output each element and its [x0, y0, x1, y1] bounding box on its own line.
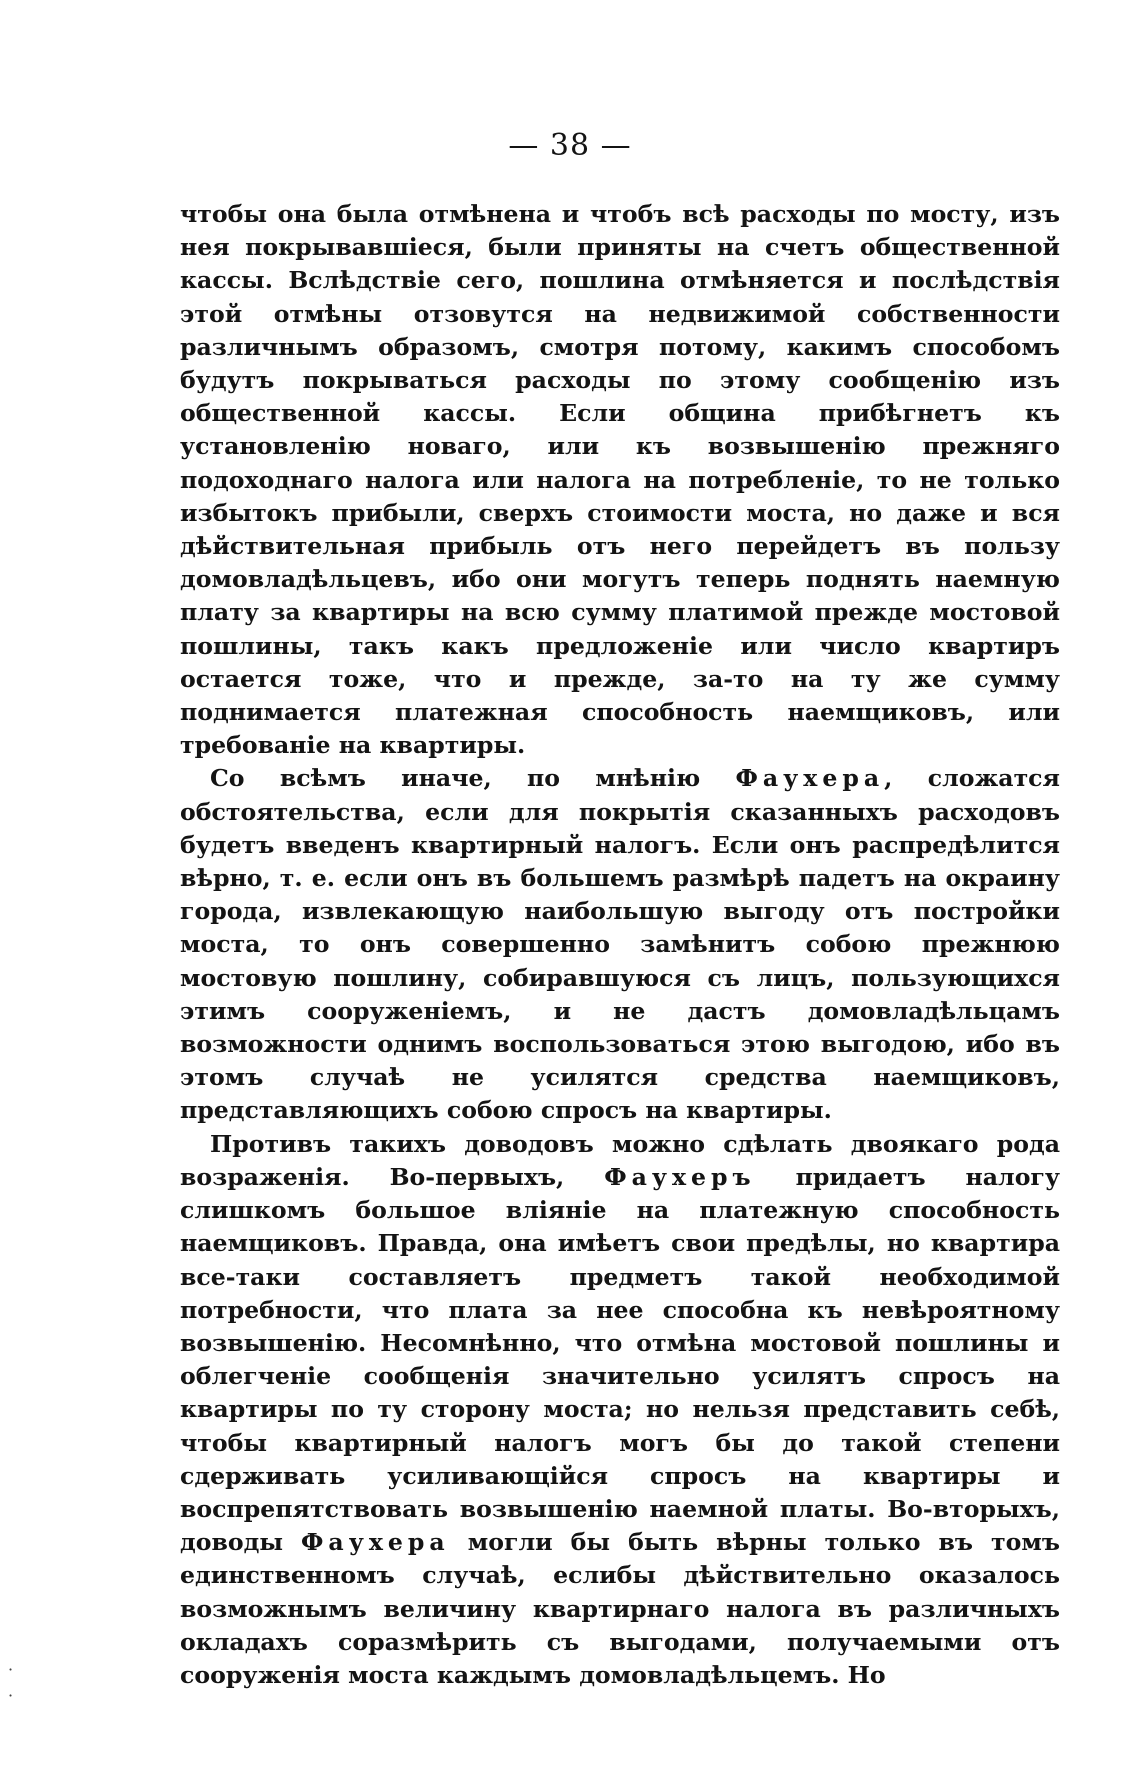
scan-speck: · — [8, 1686, 14, 1705]
paragraph-2 — [180, 762, 1060, 1127]
author-name-spaced: Фаухеръ — [604, 1162, 756, 1191]
paragraph-3-text-c: могли бы быть вѣрны только въ томъ единственномъ случаѣ, еслибы дѣйствительно оказалось возможнымъ величину квартирнаго налога въ различныхъ окладахъ соразмѣрить съ выгодами, получаемыми отъ сооруженія моста каждымъ домовладѣльцемъ. Но — [180, 1528, 1061, 1689]
paragraph-2-text-b: , сложатся обстоятельства, если для покрытія сказанныхъ расходовъ будетъ введенъ квартирный налогъ. Если онъ распредѣлится вѣрно, т. е. если онъ въ большемъ размѣрѣ падетъ на окраину города, извлекающую наибольшую выгоду отъ постройки моста, то онъ совершенно замѣнитъ собою прежнюю мостовую пошлину, собиравшуюся съ лицъ, пользующихся этимъ сооруженіемъ, и не дастъ домовладѣльцамъ возможности однимъ воспользоваться этою выгодою, ибо въ этомъ случаѣ не усилятся средства наемщиковъ, представляющихъ собою спросъ на квартиры. — [180, 764, 1060, 1125]
paragraph-1 — [180, 198, 1060, 762]
page-number: — 38 — — [508, 128, 632, 163]
paragraph-2-text-a: Со всѣмъ иначе, по мнѣнію — [210, 764, 736, 793]
body-text — [180, 198, 1060, 1692]
paragraph-1-text: чтобы она была отмѣнена и чтобъ всѣ расходы по мосту, изъ нея покрывавшіеся, были приняты на счетъ общественной кассы. Вслѣдствіе сего, пошлина отмѣняется и послѣдствія этой отмѣны отзовутся на недвижимой собственности различнымъ образомъ, смотря потому, какимъ способомъ будутъ покрываться расходы по этому сообщенію изъ общественной кассы. Если община прибѣгнетъ къ установленію новаго, или къ возвышенію прежняго подоходнаго налога или налога на потребленіе, то не только избытокъ прибыли, сверхъ стоимости моста, но даже и вся дѣйствительная прибыль отъ него перейдетъ въ пользу домовладѣльцевъ, ибо они могутъ теперь поднять наемную плату за квартиры на всю сумму платимой прежде мостовой пошлины, такъ какъ предложеніе или число квартиръ остается тоже, что и прежде, за-то на ту же сумму поднимается платежная способность наемщиковъ, или требованіе на квартиры. — [180, 200, 1060, 760]
paragraph-3 — [180, 1128, 1060, 1692]
author-name-spaced: Фаухера — [735, 764, 885, 793]
paragraph-3-text-a: Противъ такихъ доводовъ можно сдѣлать двоякаго рода возраженія. Во-первыхъ, — [180, 1129, 1060, 1191]
scan-speck: · — [8, 1660, 14, 1679]
paragraph-3-text-b: придаетъ налогу слишкомъ большое вліяніе на платежную способность наемщиковъ. Правда, она имѣетъ свои предѣлы, но квартира все-таки составляетъ предметъ такой необходимой потребности, что плата за нее способна къ невѣроятному возвышенію. Несомнѣнно, что отмѣна мостовой пошлины и облегченіе сообщенія значительно усилятъ спросъ на квартиры по ту сторону моста; но нельзя представить себѣ, чтобы квартирный налогъ могъ бы до такой степени сдерживать усиливающійся спросъ на квартиры и воспрепятствовать возвышенію наемной платы. Во-вторыхъ, доводы — [180, 1162, 1060, 1557]
author-name-spaced: Фаухера — [301, 1528, 450, 1557]
